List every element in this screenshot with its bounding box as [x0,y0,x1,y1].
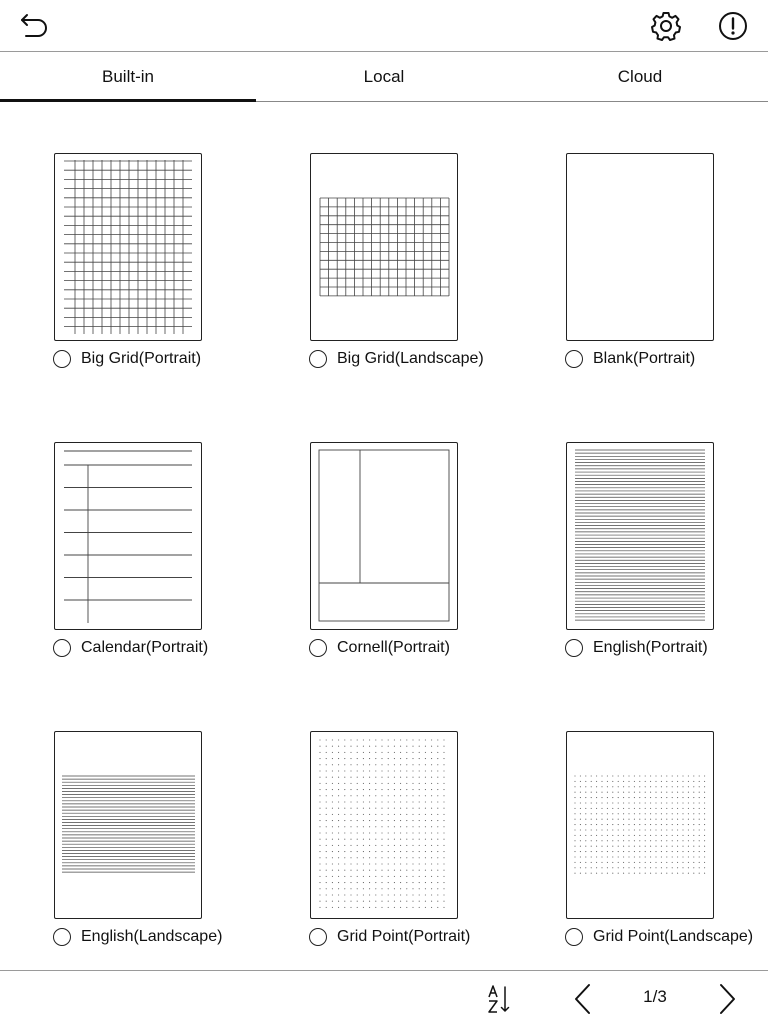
previous-page-icon[interactable] [566,981,600,1017]
template-label: Big Grid(Portrait) [81,350,202,367]
template-option[interactable] [309,639,450,657]
tab-local[interactable] [256,52,512,101]
settings-gear-icon[interactable] [646,6,686,46]
template-preview[interactable] [54,153,202,341]
template-label: Big Grid(Landscape) [337,350,484,367]
template-option[interactable] [565,350,695,368]
tab-cloud[interactable] [512,52,768,101]
radio-button[interactable] [53,639,71,657]
template-card-english-landscape[interactable] [54,731,274,961]
template-option[interactable] [309,928,470,946]
template-card-cornell-portrait[interactable] [310,442,530,672]
template-label: Grid Point(Portrait) [337,928,471,945]
next-page-icon[interactable] [710,981,744,1017]
template-preview[interactable] [566,153,714,341]
back-icon[interactable] [14,8,54,44]
info-exclamation-icon[interactable] [713,6,753,46]
template-card-grid-point-landscape[interactable] [566,731,768,961]
template-preview[interactable] [310,442,458,630]
radio-button[interactable] [565,928,583,946]
template-card-big-grid-portrait[interactable] [54,153,274,383]
template-option[interactable] [565,928,753,946]
template-card-big-grid-landscape[interactable] [310,153,530,383]
template-card-english-portrait[interactable] [566,442,768,672]
template-preview[interactable] [566,442,714,630]
template-preview[interactable] [310,731,458,919]
template-grid [0,100,768,970]
sort-az-icon[interactable] [482,981,518,1017]
template-label: Grid Point(Landscape) [593,928,754,945]
tab-label: Cloud [617,66,663,86]
radio-button[interactable] [53,350,71,368]
radio-button[interactable] [309,928,327,946]
template-preview[interactable] [54,442,202,630]
bottom-bar [0,970,768,1025]
source-tabs [0,52,768,102]
template-preview[interactable] [54,731,202,919]
radio-button[interactable] [309,350,327,368]
template-card-blank-portrait[interactable] [566,153,768,383]
template-option[interactable] [309,350,484,368]
top-bar [0,0,768,52]
template-label: Blank(Portrait) [593,350,696,367]
template-preview[interactable] [566,731,714,919]
template-label: Cornell(Portrait) [337,639,450,656]
page-indicator: 1/3 [643,987,667,1006]
tab-label: Local [363,66,405,86]
template-label: English(Landscape) [81,928,223,945]
template-preview[interactable] [310,153,458,341]
radio-button[interactable] [53,928,71,946]
template-option[interactable] [53,639,208,657]
radio-button[interactable] [309,639,327,657]
template-option[interactable] [565,639,708,657]
template-card-calendar-portrait[interactable] [54,442,274,672]
template-label: English(Portrait) [593,639,708,656]
radio-button[interactable] [565,639,583,657]
tab-built-in[interactable] [0,52,256,101]
radio-button[interactable] [565,350,583,368]
tab-label: Built-in [102,66,154,86]
template-card-grid-point-portrait[interactable] [310,731,530,961]
template-option[interactable] [53,350,201,368]
template-label: Calendar(Portrait) [81,639,209,656]
template-option[interactable] [53,928,222,946]
